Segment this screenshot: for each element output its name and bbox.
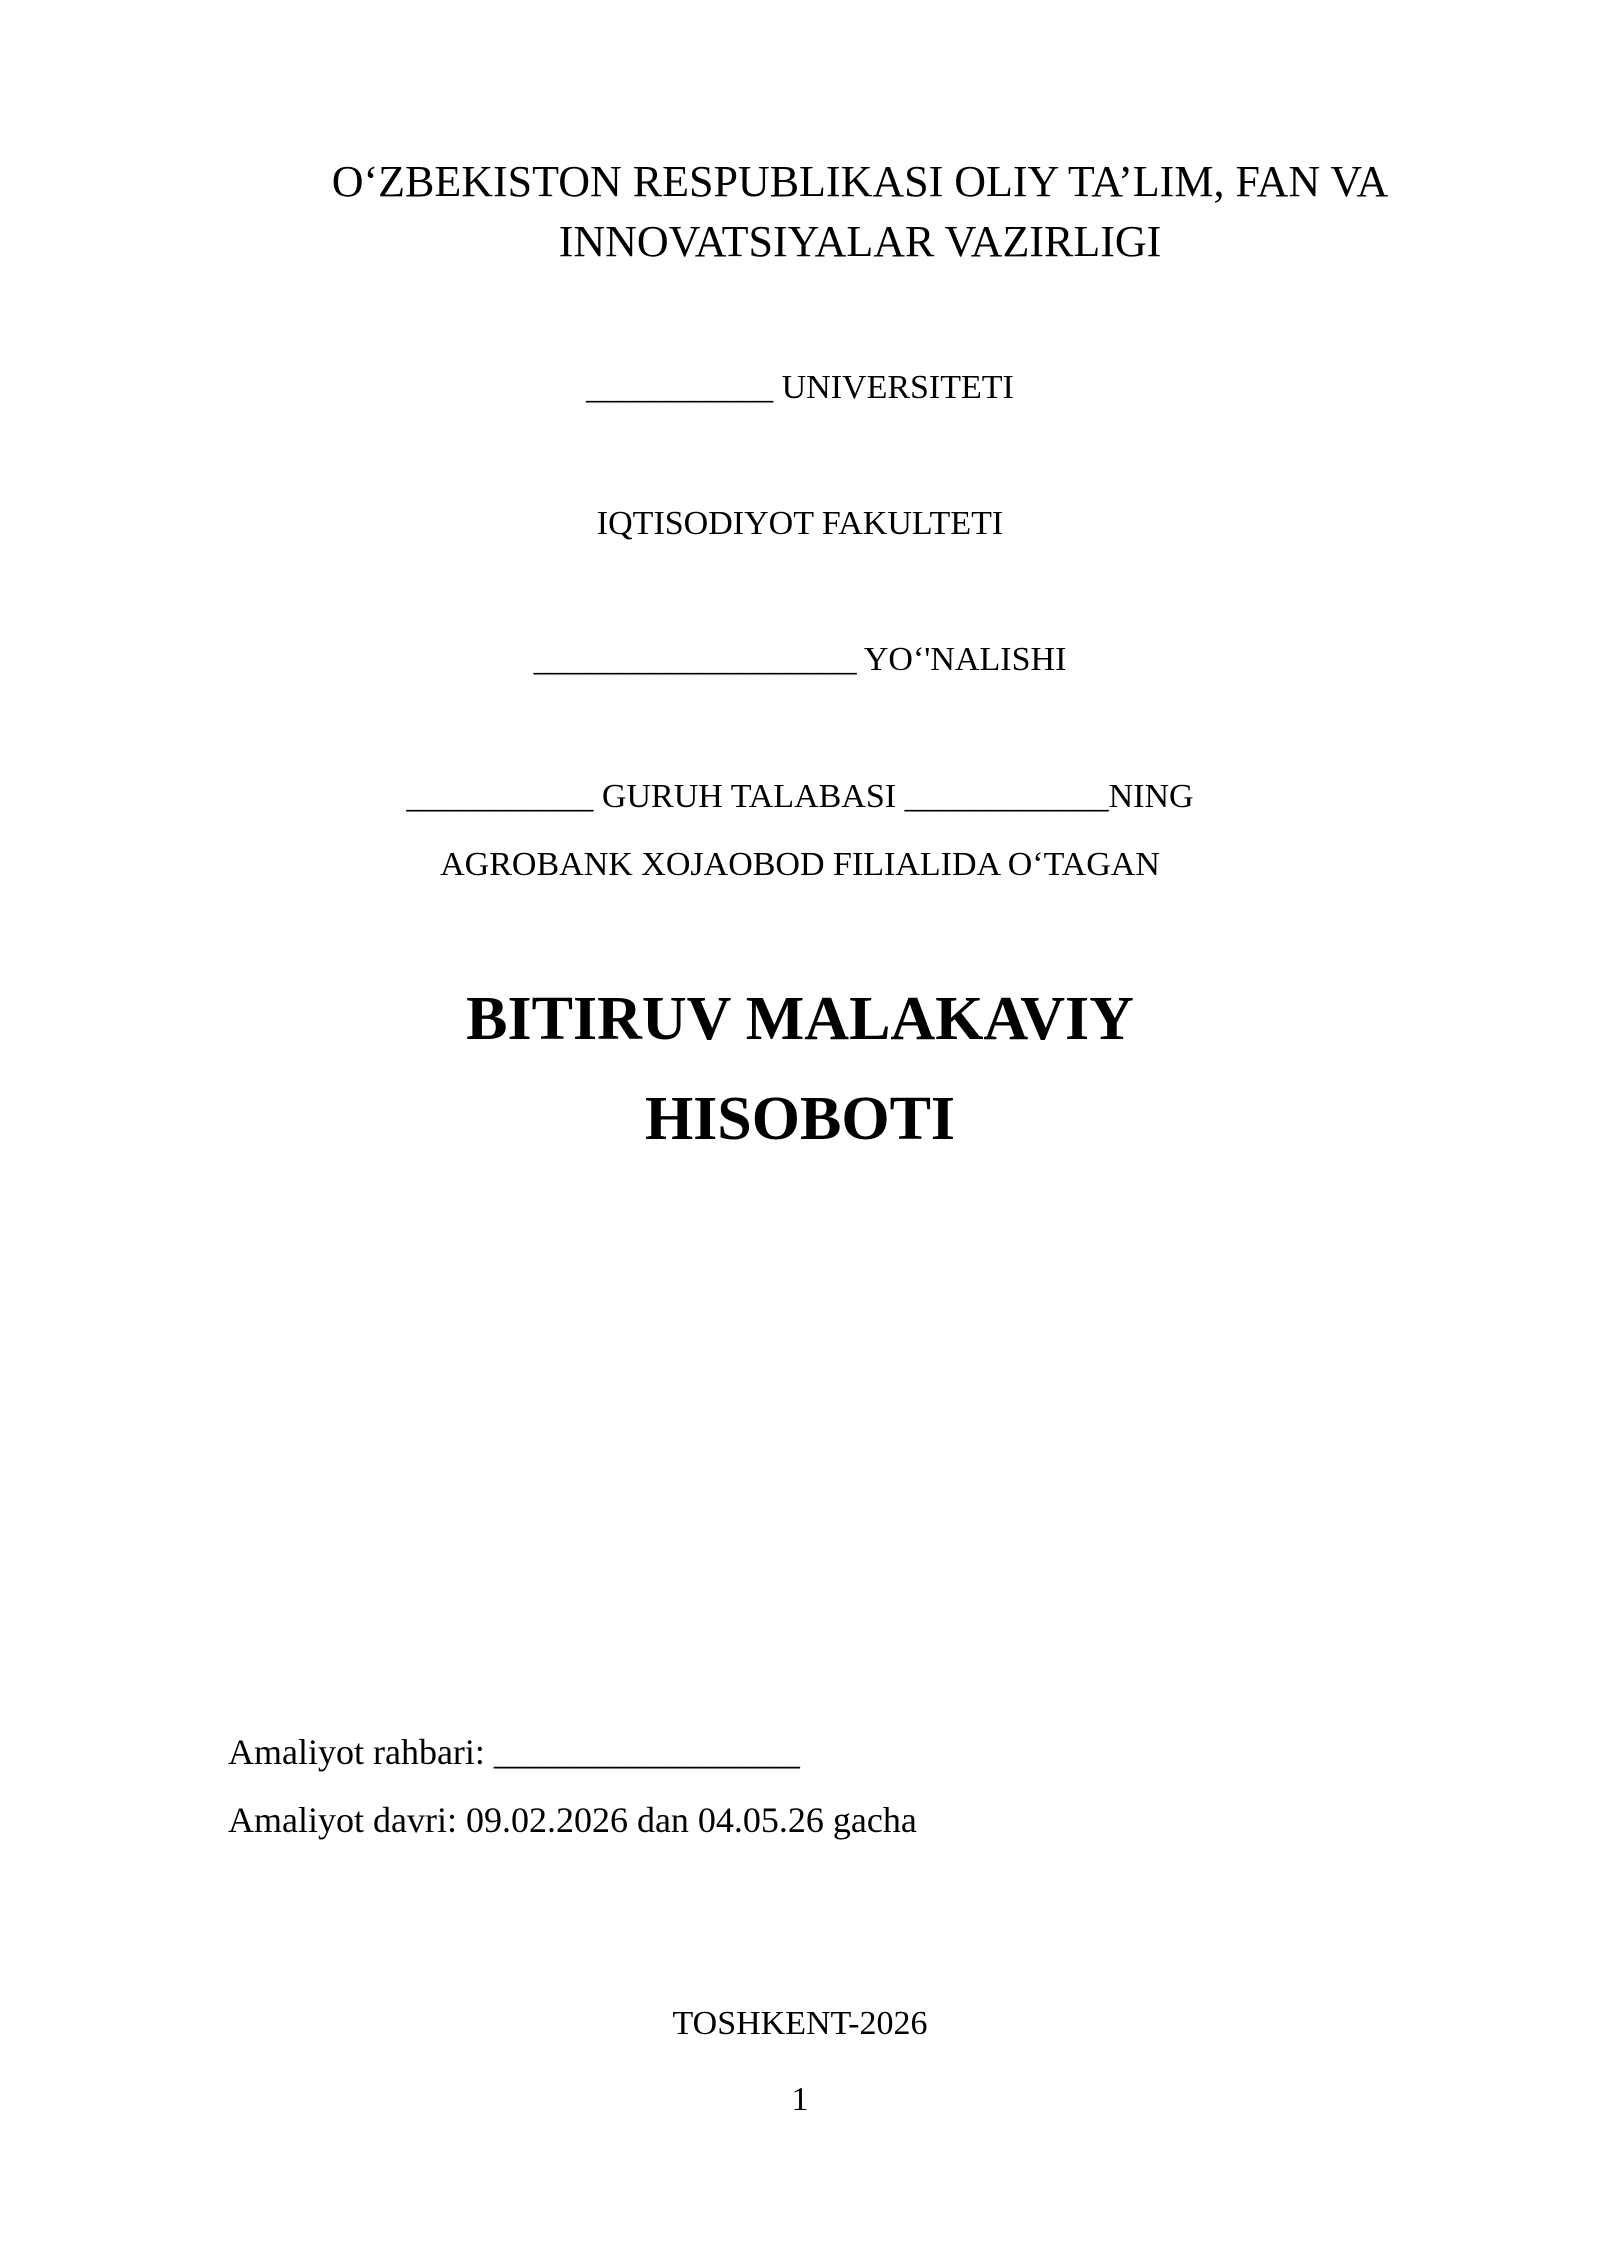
city-year-line: TOSHKENT-2026 [672, 2005, 928, 2042]
report-title-line-1: BITIRUV MALAKAVIY [466, 985, 1134, 1053]
university-line: ___________ UNIVERSITETI [586, 369, 1014, 406]
faculty-line: IQTISODIYOT FAKULTETI [596, 505, 1004, 542]
direction-line: ___________________ YO‘'NALISHI [533, 641, 1067, 678]
report-title-line-2: HISOBOTI [644, 1085, 956, 1153]
student-group-line: ___________ GURUH TALABASI ____________NING [406, 778, 1194, 815]
ministry-line-2: INNOVATSIYALAR VAZIRLIGI [558, 217, 1162, 266]
supervisor-line: Amaliyot rahbari: _________________ [228, 1732, 800, 1772]
page-number: 1 [791, 2081, 809, 2118]
practice-period-line: Amaliyot davri: 09.02.2026 dan 04.05.26 gacha [228, 1800, 917, 1840]
practice-place-line: AGROBANK XOJAOBOD FILIALIDA O‘TAGAN [440, 846, 1160, 883]
ministry-line-1: O‘ZBEKISTON RESPUBLIKASI OLIY TA’LIM, FAN VA [331, 157, 1389, 206]
